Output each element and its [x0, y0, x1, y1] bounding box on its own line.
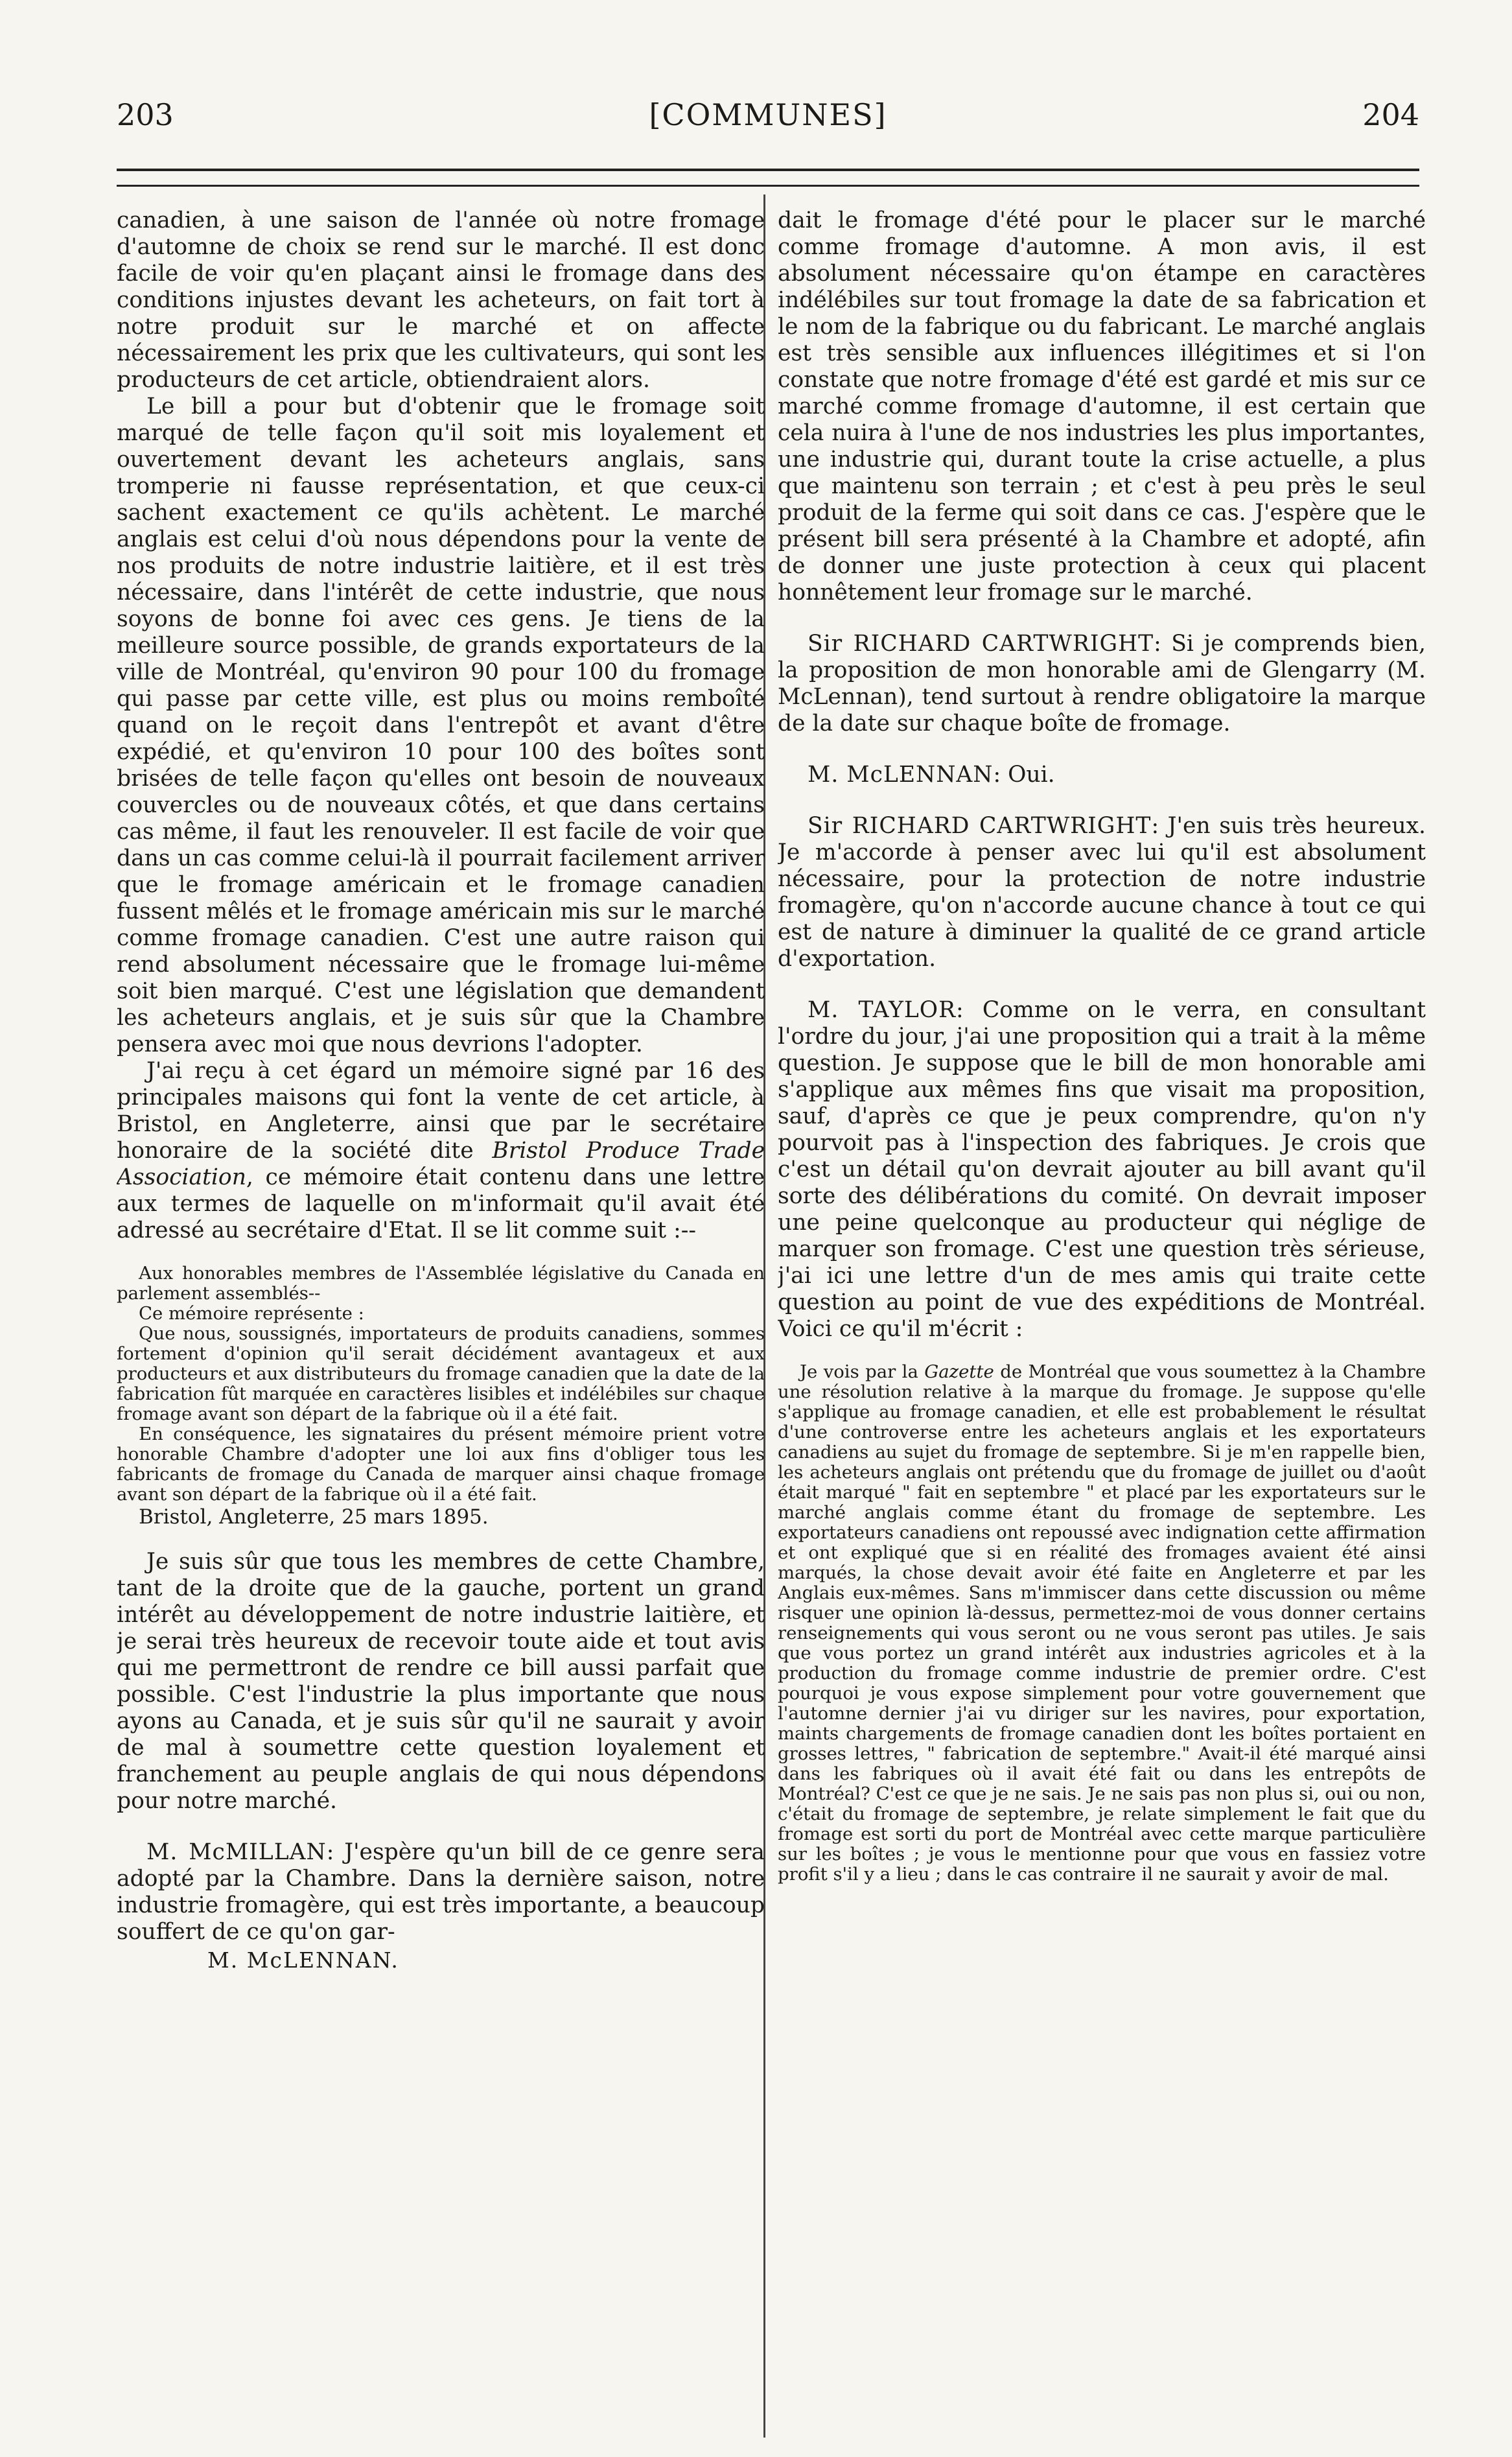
header-rule-bottom: [117, 185, 1419, 187]
text-run: , ce mémoire était contenu dans une lettre aux termes de laquelle on m'informait qu'il avait été adressé au secrétaire d'Etat. Il se lit comme suit :--: [117, 1164, 765, 1243]
left-column: [117, 207, 765, 2438]
section-title: [COMMUNES]: [649, 97, 887, 132]
text-run: : J'en suis très heureux. Je m'accorde à penser avec lui qu'il est absolument nécessaire, pour la protection de notre industrie fromagère, qu'on n'accorde aucune chance à tout ce qui est de nature à diminuer la qualité de ce grand article d'exportation.: [778, 813, 1426, 972]
speaker-name: Sir RICHARD CARTWRIGHT: [808, 631, 1154, 657]
society-name: Bristol Produce Trade Association: [117, 1138, 765, 1190]
speaker-name: M. TAYLOR: [808, 997, 957, 1023]
paragraph: [117, 1839, 765, 1946]
paragraph: [778, 813, 1426, 972]
memorial-line: Ce mémoire représente :: [139, 1303, 364, 1324]
text-run: : Si je comprends bien, la proposition de mon honorable ami de Glengarry (M. McLennan), tend surtout à rendre obligatoire la marque de la date sur chaque boîte de fromage.: [778, 631, 1426, 736]
paragraph: Je suis sûr que tous les membres de cette Chambre, tant de la droite que de la gauche, portent un grand intérêt au développement de notre industrie laitière, et je serai très heureux de recevoir toute aide et tout avis qui me permettront de rendre ce bill aussi parfait que possible. C'est l'industrie la plus importante que nous ayons au Canada, et je suis sûr qu'il ne saurait y avoir de mal à soumettre cette question loyalement et franchement au peuple anglais de qui nous dépendons pour notre marché.: [117, 1549, 765, 1814]
letter-paragraph: [778, 1362, 1426, 1885]
paragraph: dait le fromage d'été pour le placer sur le marché comme fromage d'automne. A mon avis, il est absolument nécessaire qu'on étampe en caractères indélébiles sur tout fromage la date de sa fabrication et le nom de la fabrique ou du fabricant. Le marché anglais est très sensible aux influences illégitimes et si l'on constate que notre fromage d'été est gardé et mis sur ce marché comme fromage d'automne, il est certain que cela nuira à l'une de nos industries les plus importantes, une industrie qui, durant toute la crise actuelle, a plus que maintenu son terrain ; et c'est à peu près le seul produit de la ferme qui soit dans ce cas. J'espère que le présent bill sera présenté à la Chambre et adopté, afin de donner une juste protection à ceux qui placent honnêtement leur fromage sur le marché.: [778, 207, 1426, 605]
paragraph: Le bill a pour but d'obtenir que le fromage soit marqué de telle façon qu'il soit mis loyalement et ouvertement devant les acheteurs anglais, sans tromperie ni fausse représentation, et que ceux-ci sachent exactement ce qu'ils achètent. Le marché anglais est celui d'où nous dépendons pour la vente de nos produits de notre industrie laitière, et il est très nécessaire, dans l'intérêt de cette industrie, que nous soyons de bonne foi avec ces gens. Je tiens de la meilleure source possible, de grands exportateurs de la ville de Montréal, qu'environ 90 pour 100 du fromage qui passe par cette ville, est plus ou moins remboîté quand on le reçoit dans l'entrepôt et avant d'être expédié, et qu'environ 10 pour 100 des boîtes sont brisées de telle façon qu'elles ont besoin de nouveaux couvercles ou de nouveaux côtés, et que dans certains cas même, il faut les renouveler. Il est facile de voir que dans un cas comme celui-là il pourrait facilement arriver que le fromage américain et le fromage canadien fussent mêlés et le fromage américain mis sur le marché comme fromage canadien. C'est une autre raison qui rend absolument nécessaire que le fromage lui-même soit bien marqué. C'est une législation que demandent les acheteurs anglais, et je suis sûr que la Chambre pensera avec moi que nous devrions l'adopter.: [117, 394, 765, 1057]
page-number-left: 203: [117, 97, 174, 132]
letter-quote: [778, 1362, 1426, 1885]
paragraph: [778, 762, 1426, 788]
speaker-name: Sir RICHARD CARTWRIGHT: [808, 813, 1152, 839]
paragraph: canadien, à une saison de l'année où notre fromage d'automne de choix se rend sur le marché. Il est donc facile de voir qu'en plaçant ainsi le fromage dans des conditions injustes devant les acheteurs, on fait tort à notre produit sur le marché et on affecte nécessairement les prix que les cultivateurs, qui sont les producteurs de cet article, obtiendraient alors.: [117, 207, 765, 393]
memorial-paragraph: Que nous, soussignés, importateurs de produits canadiens, sommes fortement d'opinion qu'il serait décidément avantageux et aux producteurs et aux distributeurs du fromage canadien que la date de la fabrication fût marquée en caractères lisibles et indélébiles sur chaque fromage avant son départ de la fabrique où il a été fait.: [117, 1323, 765, 1424]
speaker-name: M. McLENNAN: [808, 762, 994, 788]
memorial-quote: [117, 1264, 765, 1529]
memorial-signature: Bristol, Angleterre, 25 mars 1895.: [139, 1505, 489, 1529]
text-run: : Comme on le verra, en consultant l'ordre du jour, j'ai une proposition qui a trait à la même question. Je suppose que le bill de mon honorable ami s'applique aux mêmes fins que visait ma proposition, sauf, d'après ce que je peux comprendre, qu'on n'y pourvoit pas à l'inspection des fabriques. Je crois que c'est un détail qu'on devrait ajouter au bill avant qu'il sorte des délibérations du comité. On devrait imposer une peine quelconque au producteur qui néglige de marquer son fromage. C'est une question très sérieuse, j'ai ici une lettre d'un de mes amis qui traite cette question au point de vue des expéditions de Montréal. Voici ce qu'il m'écrit :: [778, 997, 1426, 1342]
text-run: : Oui.: [993, 762, 1055, 788]
paragraph: [117, 1058, 765, 1244]
paragraph: [778, 997, 1426, 1343]
text-run: J'ai reçu à cet égard un mémoire signé par 16 des principales maisons qui font la vente de cet article, à Bristol, en Angleterre, ainsi que par le secrétaire honoraire de la société dite: [117, 1058, 765, 1164]
text-run: : J'espère qu'un bill de ce genre sera adopté par la Chambre. Dans la dernière saison, notre industrie fromagère, qui est très importante, a beaucoup souffert de ce qu'on gar-: [117, 1839, 765, 1945]
speaker-name: M. McMILLAN: [146, 1839, 327, 1865]
text-run: Je vois par la: [800, 1361, 918, 1382]
page-number-right: 204: [1362, 97, 1419, 132]
footer-speaker: M. McLENNAN.: [207, 1947, 399, 1973]
memorial-address: Aux honorables membres de l'Assemblée législative du Canada en parlement assemblés--: [117, 1263, 765, 1304]
newspaper-name: Gazette: [924, 1361, 994, 1382]
page-header: [117, 97, 1419, 149]
memorial-paragraph: En conséquence, les signataires du présent mémoire prient votre honorable Chambre d'adopter une loi aux fins d'obliger tous les fabricants de fromage du Canada de marquer ainsi chaque fromage avant son départ de la fabrique où il a été fait.: [117, 1424, 765, 1505]
paragraph: [778, 631, 1426, 737]
text-run: de Montréal que vous soumettez à la Chambre une résolution relative à la marque du fromage. Je suppose qu'elle s'applique au fromage canadien, et elle est probablement le résultat d'une controverse entre les acheteurs anglais et les exportateurs canadiens au sujet du fromage de septembre. Si je m'en rappelle bien, les acheteurs anglais ont prétendu que du fromage de juillet ou d'août était marqué " fait en septembre " et placé par les exportateurs sur le marché anglais comme étant du fromage de septembre. Les exportateurs canadiens ont repoussé avec indignation cette affirmation et ont expliqué que si en réalité des fromages avaient été ainsi marqués, la chose devait avoir été faite en Angleterre et par les Anglais eux-mêmes. Sans m'immiscer dans cette discussion ou même risquer une opinion là-dessus, permettez-moi de vous donner certains renseignements qui vous seront ou ne vous seront pas utiles. Je sais que vous portez un grand intérêt aux industries agricoles et à la production du fromage comme industrie de premier ordre. C'est pourquoi je vous expose simplement pour votre gouvernement que l'automne dernier j'ai vu diriger sur les navires, pour exportation, maints chargements de fromage canadien dont les boîtes portaient en grosses lettres, " fabrication de septembre." Avait-il été marqué ainsi dans les fabriques où il avait été fait ou dans les entrepôts de Montréal? C'est ce que je ne sais. Je ne sais pas non plus si, oui ou non, c'était du fromage de septembre, je relate simplement le fait que du fromage est sorti du port de Montréal avec cette marque particulière sur les boîtes ; je vous le mentionne pour que vous en fassiez votre profit s'il y a lieu ; dans le cas contraire il ne saurait y avoir de mal.: [778, 1361, 1426, 1885]
right-column: [778, 207, 1426, 2438]
header-rule-top: [117, 169, 1419, 171]
